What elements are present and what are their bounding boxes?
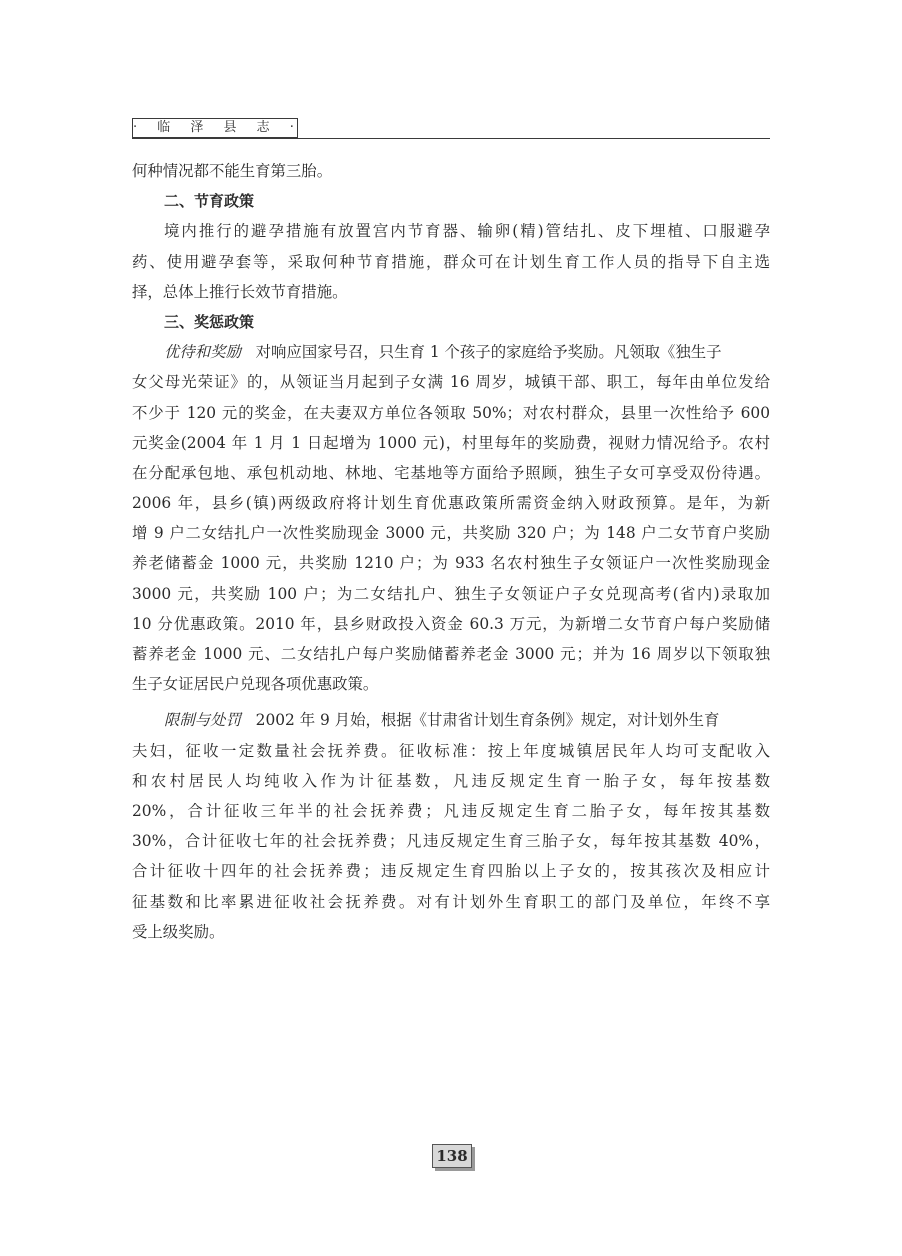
text-run: 对响应国家号召，只生育 1 个孩子的家庭给予奖励。凡领取《独生子 <box>255 343 722 362</box>
section-heading: 三、奖惩政策 <box>164 312 255 331</box>
text-run: 2002 年 9 月始，根据《甘肃省计划生育条例》规定，对计划外生育 <box>255 711 720 730</box>
text-line: 20%，合计征收三年半的社会抚养费；凡违反规定生育二胎子女，每年按其基数 <box>132 801 770 820</box>
running-title: · 临 泽 县 志 · <box>132 118 298 138</box>
text-line: 和农村居民人均纯收入作为计征基数，凡违反规定生育一胎子女，每年按基数 <box>132 771 770 790</box>
text-line: 养老储蓄金 1000 元，共奖励 1210 户；为 933 名农村独生子女领证户一次性奖励现金 <box>132 554 770 573</box>
text-line: 增 9 户二女结扎户一次性奖励现金 3000 元，共奖励 320 户；为 148 户二女节育户奖励 <box>132 524 770 543</box>
text-line: 蓄养老金 1000 元、二女结扎户每户奖励储蓄养老金 3000 元；并为 16 周岁以下领取独 <box>132 645 770 663</box>
section-heading: 二、节育政策 <box>164 192 255 211</box>
page-body <box>132 156 770 947</box>
text-line: 生子女证居民户兑现各项优惠政策。 <box>132 675 379 694</box>
run-in-heading: 限制与处罚 <box>164 711 241 730</box>
text-line: 30%，合计征收七年的社会抚养费；凡违反规定生育三胎子女，每年按其基数 40%， <box>132 832 770 851</box>
text-line <box>132 705 770 735</box>
text-line: 何种情况都不能生育第三胎。 <box>132 162 333 180</box>
header-rule <box>132 138 770 139</box>
page-number: 138 <box>432 1144 472 1168</box>
text-line: 药、使用避孕套等，采取何种节育措施，群众可在计划生育工作人员的指导下自主选 <box>132 252 770 271</box>
text-line: 元奖金(2004 年 1 月 1 日起增为 1000 元)，村里每年的奖励费，视财力情况给予。农村 <box>132 433 770 452</box>
text-line: 3000 元，共奖励 100 户；为二女结扎户、独生子女领证户子女兑现高考(省内)录取加 <box>132 584 770 603</box>
text-line <box>132 337 770 367</box>
text-line: 择，总体上推行长效节育措施。 <box>132 282 348 301</box>
text-line: 不少于 120 元的奖金，在夫妻双方单位各领取 50%；对农村群众，县里一次性给予 600 <box>132 403 770 422</box>
text-line: 合计征收十四年的社会抚养费；违反规定生育四胎以上子女的，按其孩次及相应计 <box>132 862 770 881</box>
text-line: 2006 年，县乡(镇)两级政府将计划生育优惠政策所需资金纳入财政预算。是年，为新 <box>132 494 770 513</box>
text-line: 在分配承包地、承包机动地、林地、宅基地等方面给予照顾，独生子女可享受双份待遇。 <box>132 463 770 482</box>
text-line: 征基数和比率累进征收社会抚养费。对有计划外生育职工的部门及单位，年终不享 <box>132 892 770 911</box>
text-line: 10 分优惠政策。2010 年，县乡财政投入资金 60.3 万元，为新增二女节育户每户奖励储 <box>132 614 770 633</box>
run-in-heading: 优待和奖励 <box>164 343 241 362</box>
text-line: 受上级奖励。 <box>132 922 225 941</box>
text-line: 境内推行的避孕措施有放置宫内节育器、输卵(精)管结扎、皮下埋植、口服避孕 <box>164 222 770 241</box>
text-line: 女父母光荣证》的，从领证当月起到子女满 16 周岁，城镇干部、职工，每年由单位发给 <box>132 373 770 392</box>
text-line: 夫妇，征收一定数量社会抚养费。征收标准：按上年度城镇居民年人均可支配收入 <box>132 741 770 760</box>
